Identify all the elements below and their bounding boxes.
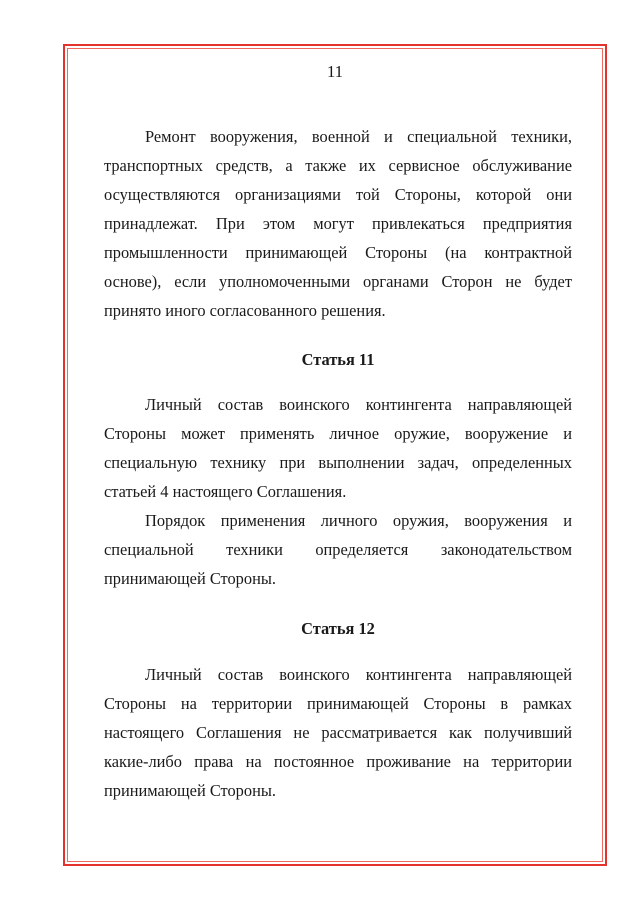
document-body [104,122,572,805]
page-number: 11 [326,62,344,81]
paragraph-weapons-use: Личный состав воинского контингента направляющей Стороны может применять личное оружие, вооружение и специальную технику при выполнении задач, определенных статьей 4 настоящего Соглашения. [104,395,572,501]
paragraph-residence-rights: Личный состав воинского контингента направляющей Стороны на территории принимающей Стороны в рамках настоящего Соглашения не рассматривается как получивший какие-либо права на постоянное проживание на территории принимающей Стороны. [104,665,572,800]
heading-article-11: Статья 11 [301,350,375,369]
paragraph-weapons-procedure: Порядок применения личного оружия, вооружения и специальной техники определяется законодательством принимающей Стороны. [104,511,572,588]
paragraph-repair: Ремонт вооружения, военной и специальной техники, транспортных средств, а также их сервисное обслуживание осуществляются организациями той Стороны, которой они принадлежат. При этом могут привлекаться предприятия промышленности принимающей Стороны (на контрактной основе), если уполномоченными органами Сторон не будет принято иного согласованного решения. [104,127,572,320]
heading-article-12: Статья 12 [301,619,375,638]
